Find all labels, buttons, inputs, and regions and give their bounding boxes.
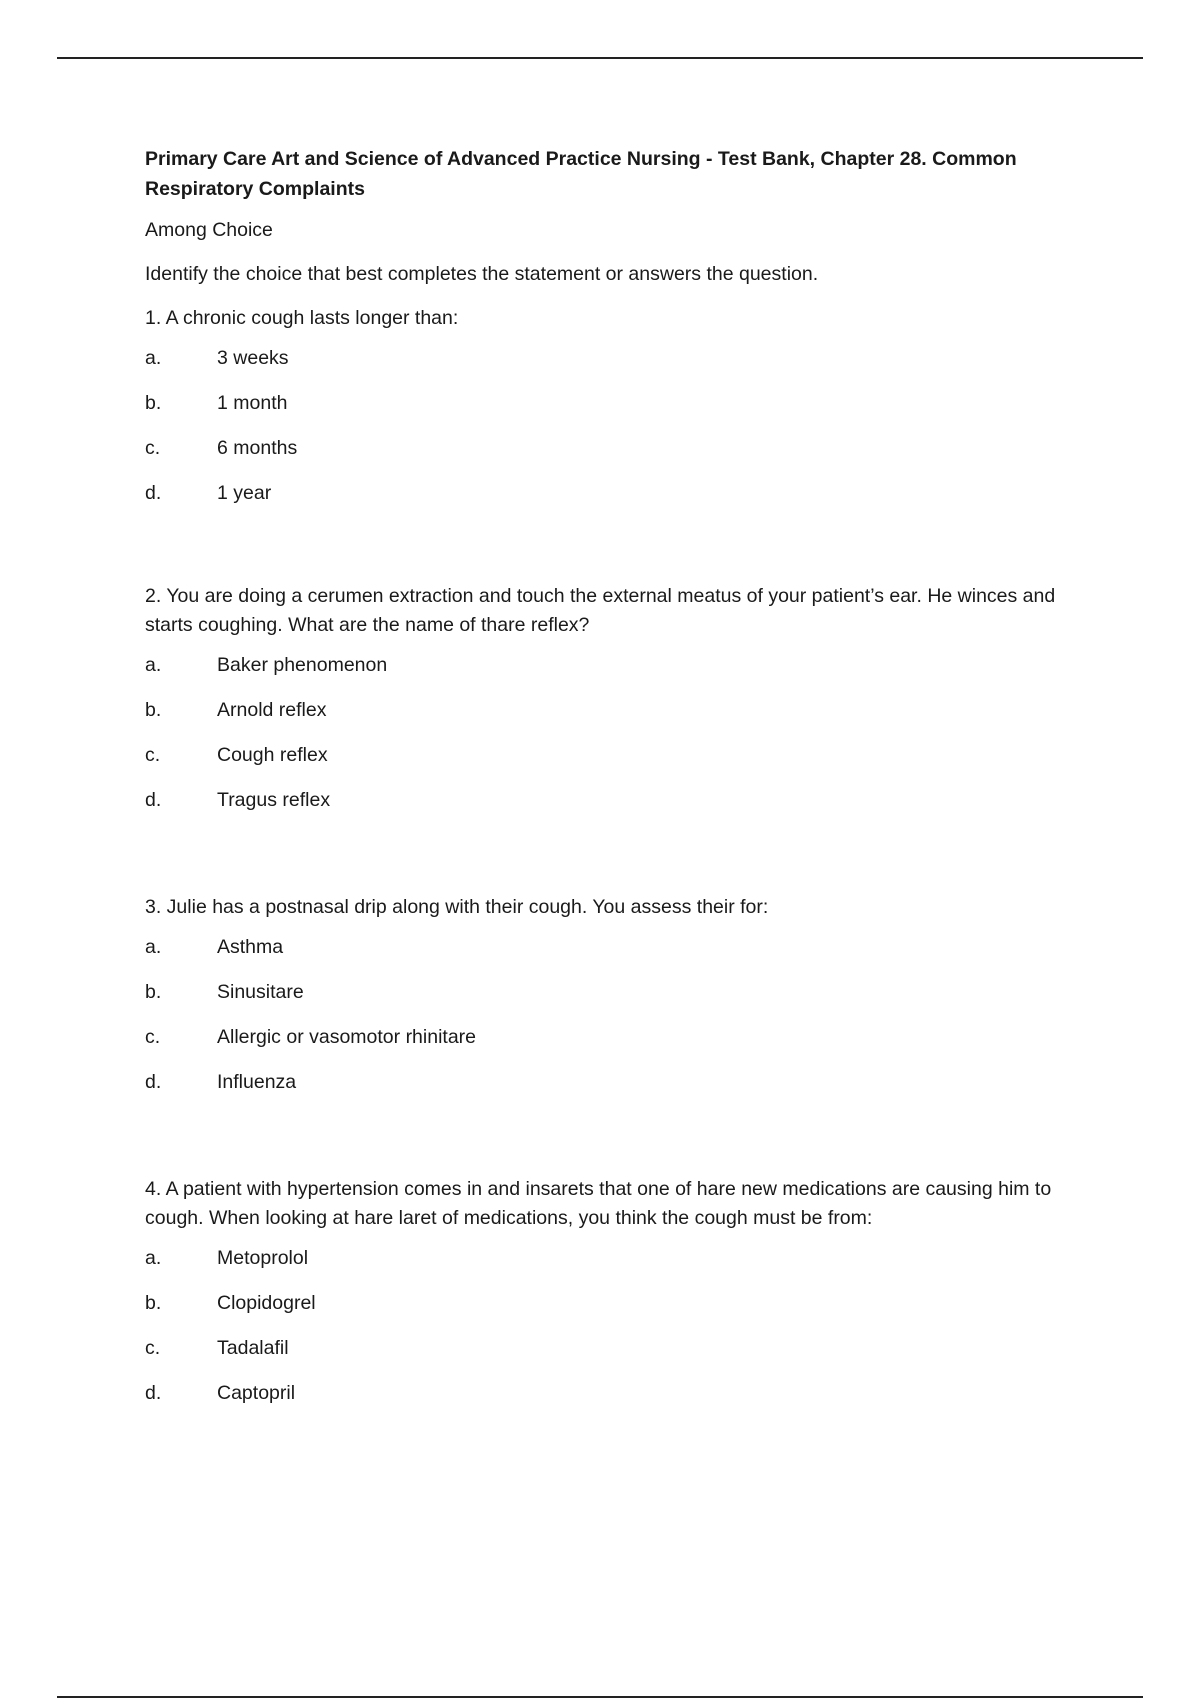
question-2 [145, 582, 1085, 831]
option-b [145, 978, 1085, 1023]
document-title: Primary Care Art and Science of Advanced Practice Nursing - Test Bank, Chapter 28. Common Respiratory Complaints [145, 148, 1017, 200]
option-a [145, 933, 1085, 978]
question-3 [145, 893, 1085, 1113]
header-rule [57, 57, 1143, 59]
option-a [145, 344, 1085, 389]
option-text: Asthma [217, 936, 284, 958]
option-list [145, 344, 1085, 524]
option-letter: d. [145, 1071, 162, 1093]
option-text: Arnold reflex [217, 699, 327, 721]
option-letter: c. [145, 1337, 161, 1359]
option-letter: b. [145, 699, 162, 721]
option-letter: a. [145, 1247, 162, 1269]
option-letter: b. [145, 392, 162, 414]
option-d [145, 1068, 1085, 1113]
option-text: Cough reflex [217, 744, 328, 766]
option-text: Sinusitare [217, 981, 304, 1003]
option-text: Captopril [217, 1382, 296, 1404]
option-text: Tadalafil [217, 1337, 289, 1359]
option-text: Clopidogrel [217, 1292, 316, 1314]
option-letter: d. [145, 789, 162, 811]
option-c [145, 434, 1085, 479]
question-1 [145, 304, 1085, 524]
instructions: Identify the choice that best completes the statement or answers the question. [145, 263, 819, 285]
section-label: Among Choice [145, 219, 273, 241]
option-text: 6 months [217, 437, 298, 459]
option-text: 1 month [217, 392, 288, 414]
option-letter: c. [145, 744, 161, 766]
option-b [145, 1289, 1085, 1334]
option-letter: a. [145, 347, 162, 369]
option-letter: b. [145, 981, 162, 1003]
option-letter: d. [145, 482, 162, 504]
option-b [145, 696, 1085, 741]
option-a [145, 1244, 1085, 1289]
option-letter: d. [145, 1382, 162, 1404]
option-letter: c. [145, 1026, 161, 1048]
question-stem: 3. Julie has a postnasal drip along with their cough. You assess their for: [145, 896, 769, 918]
option-text: Influenza [217, 1071, 297, 1093]
option-d [145, 479, 1085, 524]
option-c [145, 1023, 1085, 1068]
option-a [145, 651, 1085, 696]
question-stem: 1. A chronic cough lasts longer than: [145, 307, 459, 329]
option-text: Metoprolol [217, 1247, 309, 1269]
option-letter: c. [145, 437, 161, 459]
option-list [145, 651, 1085, 831]
option-d [145, 1379, 1085, 1424]
option-letter: a. [145, 654, 162, 676]
option-d [145, 786, 1085, 831]
option-list [145, 933, 1085, 1113]
option-text: 3 weeks [217, 347, 289, 369]
option-text: 1 year [217, 482, 272, 504]
footer-rule [57, 1696, 1143, 1698]
option-letter: a. [145, 936, 162, 958]
option-b [145, 389, 1085, 434]
question-4 [145, 1175, 1085, 1424]
option-text: Allergic or vasomotor rhinitare [217, 1026, 477, 1048]
option-text: Baker phenomenon [217, 654, 388, 676]
option-c [145, 1334, 1085, 1379]
question-stem: 2. You are doing a cerumen extraction and touch the external meatus of your patient’s ear. He winces and starts coughing. What are the name of thare reflex? [145, 585, 1056, 636]
question-stem: 4. A patient with hypertension comes in and insarets that one of hare new medications are causing him to cough. When looking at hare laret of medications, you think the cough must be from: [145, 1178, 1052, 1229]
option-list [145, 1244, 1085, 1424]
option-letter: b. [145, 1292, 162, 1314]
option-c [145, 741, 1085, 786]
option-text: Tragus reflex [217, 789, 331, 811]
document-body [145, 144, 1085, 1486]
